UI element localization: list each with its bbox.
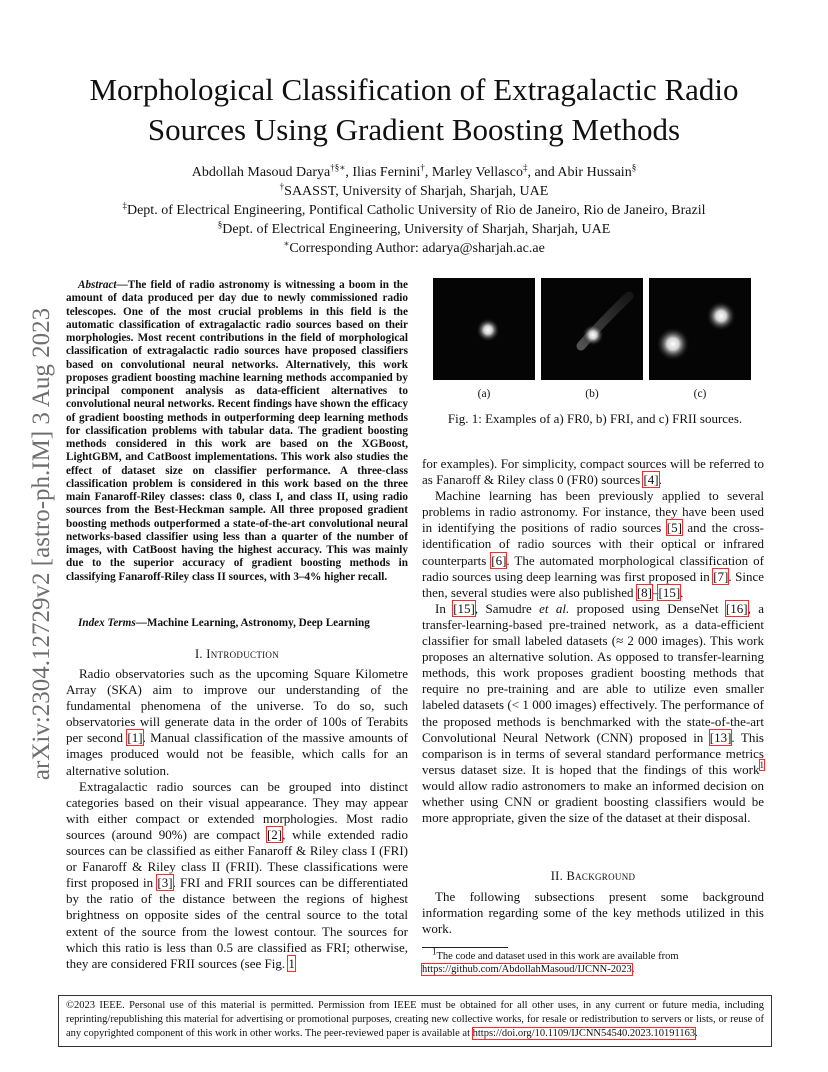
affiliation-text: Dept. of Electrical Engineering, University of Sharjah, Sharjah, UAE <box>222 222 611 237</box>
subfigure-label: (b) <box>585 388 599 400</box>
author-mark: § <box>631 162 637 173</box>
paragraph: The following subsections present some background information regarding some of the key methods utilized in this work. <box>422 889 764 937</box>
right-column-text <box>422 456 764 826</box>
copyright-text: . <box>695 1027 698 1039</box>
background-text <box>422 889 764 937</box>
author-mark: ‡ <box>522 162 528 173</box>
author-name: Abdollah Masoud Darya <box>191 165 331 180</box>
citation-link[interactable]: [6] <box>491 552 507 568</box>
text-run: . The automated morphological classification of radio sources using deep learning was first proposed in <box>422 552 764 584</box>
text-run: for examples). For simplicity, compact sources will be referred to as Fanaroff & Riley class 0 (FR0) sources <box>422 456 764 488</box>
text-run: . This comparison is in terms of several standard performance metrics versus dataset size. It is hoped that the findings of this work <box>422 729 764 777</box>
affiliation <box>0 220 828 239</box>
citation-link[interactable]: [3] <box>157 875 173 891</box>
text-run: proposed using DenseNet <box>569 600 726 616</box>
subfigure-label: (c) <box>693 388 707 400</box>
author-mark: † <box>420 162 425 173</box>
copyright-notice <box>58 995 772 1047</box>
footnote-ref-link[interactable]: 1 <box>759 760 764 771</box>
citation-link[interactable]: [13] <box>709 729 732 745</box>
text-run: – <box>651 584 659 600</box>
footnote-text: The code and dataset used in this work are available from <box>436 951 679 962</box>
text-run: . <box>658 472 662 488</box>
fri-image <box>541 278 643 380</box>
paragraph <box>66 779 408 972</box>
footnote-url-link[interactable]: https://github.com/AbdollahMasoud/IJCNN-2023 <box>422 964 632 975</box>
abstract-text: —The field of radio astronomy is witnessing a boom in the amount of data produced per day due to newly commissioned radio telescopes. One of the most crucial problems in this field is the automatic classification of extragalactic radio sources based on their morphologies. Most recent contributions in the field of morphological classification of extragalactic radio sources have proposed classifiers based on convolutional neural networks. Alternatively, this work proposes gradient boosting machine learning methods accompanied by principal component analysis as data-efficient alternatives to convolutional neural networks. Recent findings have shown the efficacy of gradient boosting methods in outperforming deep learning methods for classification problems with tabular data. The gradient boosting methods considered in this work are based on the XGBoost, LightGBM, and CatBoost implementations. This work also studies the effect of dataset size on classifier performance. A three-class classification problem is considered in this work based on the three main Fanaroff-Riley classes: class 0, class I, and class II, using radio sources from the Best-Heckman sample. All three proposed gradient boosting methods outperformed a state-of-the-art convolutional neural networks-based classifier using less than a quarter of the number of images, with CatBoost having the highest accuracy. This was mainly due to the superior accuracy of gradient boosting methods in classifying Fanaroff-Riley class II sources, with 3–4% higher recall. <box>66 279 408 583</box>
fr0-image <box>433 278 535 380</box>
citation-link[interactable]: [2] <box>266 826 283 842</box>
citation-link[interactable]: [16] <box>725 600 748 616</box>
affiliation-mark: § <box>217 219 223 230</box>
text-run: Extragalactic radio sources can be grouped into distinct categories based on their visual appearance. They may appear with either compact or extended morphologies. Most radio sources (around 90%) are compact <box>66 778 408 842</box>
section-heading: II. Background <box>550 869 636 883</box>
affiliation <box>0 239 828 258</box>
citation-link[interactable]: [5] <box>666 520 682 536</box>
subfigure-label: (a) <box>477 388 491 400</box>
source-image-frii <box>649 278 751 380</box>
author-mark: †§∗ <box>330 162 346 173</box>
paper-title <box>0 70 828 150</box>
paragraph <box>422 601 764 826</box>
author-list <box>0 163 828 182</box>
arxiv-identifier: arXiv:2304.12729v2 [astro-ph.IM] 3 Aug 2023 <box>28 307 55 781</box>
text-run: Machine learning has been previously applied to several problems in radio astronomy. For instance, they have been used in identifying the positions of radio sources <box>422 488 764 536</box>
source-image-fri <box>541 278 643 380</box>
paragraph <box>66 666 408 779</box>
affiliation-mark: ∗ <box>283 238 290 249</box>
affiliation <box>0 201 828 220</box>
figure-1 <box>433 278 751 380</box>
affiliation-text: Corresponding Author: adarya@sharjah.ac.ae <box>289 241 545 256</box>
bright-core <box>476 318 500 342</box>
frii-image <box>649 278 751 380</box>
text-run: . Manual classification of the massive amounts of images produced would not be feasible, which calls for an alternative solution. <box>66 730 408 778</box>
paragraph <box>422 488 764 601</box>
footnote-text: . <box>631 964 635 975</box>
paragraph <box>422 456 764 488</box>
text-run: . <box>680 584 684 600</box>
abstract-label: Abstract <box>78 279 117 291</box>
doi-link[interactable]: https://doi.org/10.1109/IJCNN54540.2023.10191163 <box>472 1027 696 1039</box>
author-name: , Ilias Fernini <box>345 165 421 180</box>
text-run: . FRI and FRII sources can be differentiated by the ratio of the distance between the regions of highest brightness on opposite sides of the central source to the total extent of the source from the lowest contour. The sources for which this ratio is less than 0.5 are classified as FRI; otherwise, they are considered FRII sources (see Fig. <box>66 875 409 971</box>
text-run: et al. <box>539 600 570 616</box>
figure-ref-link[interactable]: 1 <box>288 955 295 971</box>
text-run: and the cross-identification of radio sources with their optical or infrared counterparts <box>422 520 764 568</box>
author-block <box>0 163 828 258</box>
abstract <box>66 279 408 584</box>
text-run: In <box>435 600 454 616</box>
footnote-mark: 1 <box>432 946 437 957</box>
title-line-1: Morphological Classification of Extragalactic Radio <box>89 72 739 107</box>
section-heading: I. Introduction <box>194 647 280 661</box>
footnote-line <box>422 946 767 963</box>
citation-link[interactable]: [7] <box>713 568 729 584</box>
index-terms-text: —Machine Learning, Astronomy, Deep Learning <box>135 617 370 629</box>
title-line-2: Sources Using Gradient Boosting Methods <box>147 112 681 147</box>
affiliation-text: Dept. of Electrical Engineering, Pontifical Catholic University of Rio de Janeiro, Rio de Janeiro, Brazil <box>126 203 706 218</box>
footnote-line <box>422 963 767 976</box>
lobe <box>656 327 690 361</box>
copyright-text-block <box>59 996 771 1043</box>
footnote <box>422 946 767 976</box>
citation-link[interactable]: [8] <box>636 584 652 600</box>
source-image-fr0 <box>433 278 535 380</box>
author-name: , Marley Vellasco <box>424 165 523 180</box>
index-terms <box>66 617 408 631</box>
text-run: , Samudre <box>474 600 540 616</box>
affiliation-text: SAASST, University of Sharjah, Sharjah, UAE <box>284 184 549 199</box>
text-run: , while extended radio sources can be classified as either Fanaroff & Riley class I (FRI) or Fanaroff & Riley class II (FRII). These classifications were first proposed in <box>66 826 408 891</box>
bright-core <box>582 324 604 346</box>
citation-link[interactable]: [15] <box>658 584 681 600</box>
affiliation-mark: † <box>279 181 285 192</box>
text-run: Radio observatories such as the upcoming Square Kilometre Array (SKA) aim to improve our understanding of the fundamental phenomena of the universe. To do so, such observatories will generate data in the order of 100s of Terabits per second <box>66 666 408 746</box>
copyright-text: ©2023 IEEE. Personal use of this material is permitted. Permission from IEEE must be obtained for all other uses, in any current or future media, including reprinting/republishing this material for advertising or promotional purposes, creating new collective works, for resale or redistribution to servers or lists, or reuse of any copyrighted component of this work in other works. The peer-reviewed paper is available at <box>66 1000 764 1039</box>
author-name: , and Abir Hussain <box>527 165 632 180</box>
index-terms-label: Index Terms <box>78 617 136 629</box>
lobe <box>706 301 736 331</box>
left-column-text <box>66 666 408 972</box>
text-run: . Since then, several studies were also published <box>422 568 764 600</box>
affiliation-mark: ‡ <box>122 200 127 211</box>
text-run: would allow radio astronomers to make an informed decision on whether using CNN or gradient boosting classifiers would be more appropriate, given the size of the dataset at their disposal. <box>422 777 764 826</box>
figure-caption: Fig. 1: Examples of a) FR0, b) FRI, and c) FRII sources. <box>447 411 743 426</box>
citation-link[interactable]: [15] <box>453 600 475 616</box>
citation-link[interactable]: [4] <box>643 472 659 488</box>
citation-link[interactable]: [1] <box>127 730 143 746</box>
affiliation <box>0 182 828 201</box>
text-run: , a transfer-learning-based pre-trained network, as a data-efficient classifier for small labeled datasets (≈ 2 000 images). This work proposes an alternative solution. As opposed to transfer-learning methods, this work proposes gradient boosting methods that require no pre-training and are able to utilize even smaller labeled datasets (< 1 000 images) effectively. The performance of the proposed methods is benchmarked with the state-of-the-art Convolutional Neural Network (CNN) proposed in <box>422 600 764 745</box>
